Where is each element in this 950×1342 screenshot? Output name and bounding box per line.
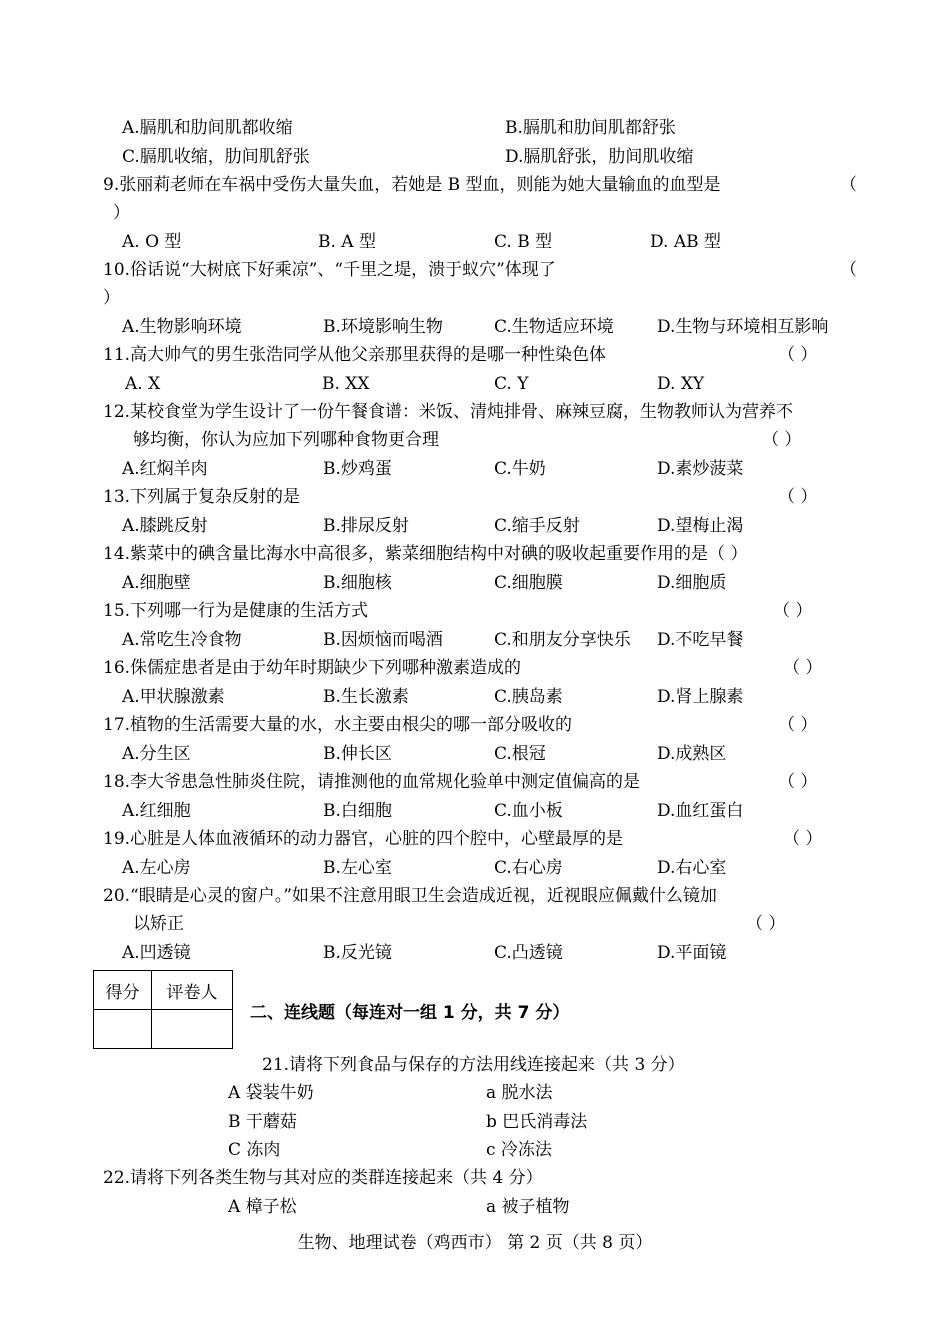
q11-option-a: A. X	[125, 374, 161, 394]
q20-stem-line1: 20.“眼睛是心灵的窗户。”如果不注意用眼卫生会造成近视，近视眼应佩戴什么镜加	[103, 886, 717, 906]
q20-paren: （ ）	[746, 914, 786, 934]
q15-option-b: B.因烦恼而喝酒	[323, 630, 443, 650]
q14-option-d: D.细胞质	[657, 573, 727, 593]
q20-option-a: A.凹透镜	[122, 943, 191, 963]
q19-option-c: C.右心房	[494, 858, 563, 878]
q12-stem-line1: 12.某校食堂为学生设计了一份午餐食谱：米饭、清炖排骨、麻辣豆腐，生物教师认为营养不	[103, 402, 794, 422]
q17-option-a: A.分生区	[122, 744, 191, 764]
q10-option-d: D.生物与环境相互影响	[657, 317, 829, 337]
q9-paren-close: ）	[113, 203, 130, 223]
q12-stem-line2: 够均衡，你认为应加下列哪种食物更合理	[133, 430, 439, 450]
q13-stem: 13.下列属于复杂反射的是	[103, 487, 301, 507]
q12-option-c: C.牛奶	[494, 459, 546, 479]
q9-option-a: A. O 型	[122, 232, 182, 252]
q15-option-d: D.不吃早餐	[657, 630, 744, 650]
q8-option-d: D.膈肌舒张，肋间肌收缩	[505, 147, 694, 167]
score-table	[93, 970, 233, 1049]
q22-left-item[interactable]: A 樟子松	[228, 1197, 297, 1217]
q21-right-item[interactable]: a 脱水法	[486, 1083, 553, 1103]
q13-option-c: C.缩手反射	[494, 516, 580, 536]
q9-stem: 9.张丽莉老师在车祸中受伤大量失血，若她是 B 型血，则能为她大量输血的血型是	[103, 175, 721, 195]
q9-option-c: C. B 型	[494, 232, 553, 252]
q12-paren: （ ）	[762, 430, 802, 450]
q15-option-a: A.常吃生冷食物	[122, 630, 242, 650]
q16-paren: （ ）	[783, 658, 823, 678]
q11-option-b: B. XX	[322, 374, 370, 394]
q14-option-b: B.细胞核	[323, 573, 392, 593]
q22-stem: 22.请将下列各类生物与其对应的类群连接起来（共 4 分）	[103, 1168, 543, 1188]
q19-paren: （ ）	[783, 829, 823, 849]
q15-stem: 15.下列哪一行为是健康的生活方式	[103, 601, 369, 621]
q8-option-c: C.膈肌收缩，肋间肌舒张	[122, 147, 310, 167]
score-header: 得分	[94, 971, 152, 1010]
q20-option-d: D.平面镜	[657, 943, 727, 963]
q9-option-b: B. A 型	[318, 232, 376, 252]
q21-stem: 21.请将下列食品与保存的方法用线连接起来（共 3 分）	[262, 1055, 685, 1075]
q16-stem: 16.侏儒症患者是由于幼年时期缺少下列哪种激素造成的	[103, 658, 522, 678]
q8-option-a: A.膈肌和肋间肌都收缩	[122, 118, 293, 138]
q17-option-c: C.根冠	[494, 744, 546, 764]
q18-option-b: B.白细胞	[323, 801, 392, 821]
q10-paren-close: ）	[103, 288, 120, 308]
q18-option-d: D.血红蛋白	[657, 801, 744, 821]
q11-option-c: C. Y	[494, 374, 529, 394]
q11-stem: 11.高大帅气的男生张浩同学从他父亲那里获得的是哪一种性染色体	[103, 345, 607, 365]
q18-option-a: A.红细胞	[122, 801, 191, 821]
q14-option-c: C.细胞膜	[494, 573, 563, 593]
q20-option-c: C.凸透镜	[494, 943, 563, 963]
q16-option-b: B.生长激素	[323, 687, 409, 707]
q10-option-c: C.生物适应环境	[494, 317, 614, 337]
q17-option-d: D.成熟区	[657, 744, 727, 764]
q19-option-d: D.右心室	[657, 858, 727, 878]
q20-option-b: B.反光镜	[323, 943, 392, 963]
q18-stem: 18.李大爷患急性肺炎住院，请推测他的血常规化验单中测定值偏高的是	[103, 772, 641, 792]
q18-option-c: C.血小板	[494, 801, 563, 821]
q15-paren: （ ）	[773, 601, 813, 621]
q20-stem-line2: 以矫正	[133, 914, 184, 934]
q19-option-b: B.左心室	[323, 858, 392, 878]
q13-option-a: A.膝跳反射	[122, 516, 208, 536]
q21-left-item[interactable]: C 冻肉	[228, 1140, 281, 1160]
q13-option-b: B.排尿反射	[323, 516, 409, 536]
q16-option-d: D.肾上腺素	[657, 687, 744, 707]
q9-paren-open: （	[840, 175, 857, 195]
q14-option-a: A.细胞壁	[122, 573, 191, 593]
q17-stem: 17.植物的生活需要大量的水，水主要由根尖的哪一部分吸收的	[103, 715, 573, 735]
q12-option-b: B.炒鸡蛋	[323, 459, 392, 479]
q13-paren: （ ）	[778, 487, 818, 507]
q16-option-a: A.甲状腺激素	[122, 687, 225, 707]
q17-option-b: B.伸长区	[323, 744, 392, 764]
q15-option-c: C.和朋友分享快乐	[494, 630, 631, 650]
q8-option-b: B.膈肌和肋间肌都舒张	[505, 118, 676, 138]
q22-right-item[interactable]: a 被子植物	[486, 1197, 570, 1217]
q21-right-item[interactable]: c 冷冻法	[486, 1140, 552, 1160]
q17-paren: （ ）	[778, 715, 818, 735]
q19-stem: 19.心脏是人体血液循环的动力器官，心脏的四个腔中，心壁最厚的是	[103, 829, 624, 849]
q10-stem: 10.俗话说“大树底下好乘凉”、“千里之堤，溃于蚁穴”体现了	[103, 260, 556, 280]
q21-right-item[interactable]: b 巴氏消毒法	[486, 1112, 588, 1132]
q16-option-c: C.胰岛素	[494, 687, 563, 707]
q10-option-b: B.环境影响生物	[323, 317, 443, 337]
q21-left-item[interactable]: A 袋装牛奶	[228, 1083, 314, 1103]
section2-title: 二、连线题（每连对一组 1 分，共 7 分）	[250, 1003, 570, 1023]
q21-left-item[interactable]: B 干蘑菇	[228, 1112, 297, 1132]
q10-paren-open: （	[840, 260, 857, 280]
grader-header: 评卷人	[152, 971, 233, 1010]
q13-option-d: D.望梅止渴	[657, 516, 744, 536]
grader-cell[interactable]	[152, 1010, 233, 1049]
q11-paren: （ ）	[778, 345, 818, 365]
page-footer: 生物、地理试卷（鸡西市） 第 2 页（共 8 页）	[297, 1233, 653, 1253]
q14-stem: 14.紫菜中的碘含量比海水中高很多，紫菜细胞结构中对碘的吸收起重要作用的是（ ）	[103, 544, 748, 564]
q19-option-a: A.左心房	[122, 858, 191, 878]
q12-option-d: D.素炒菠菜	[657, 459, 744, 479]
q9-option-d: D. AB 型	[650, 232, 722, 252]
score-cell[interactable]	[94, 1010, 152, 1049]
q12-option-a: A.红焖羊肉	[122, 459, 208, 479]
q11-option-d: D. XY	[657, 374, 705, 394]
q18-paren: （ ）	[778, 772, 818, 792]
q10-option-a: A.生物影响环境	[122, 317, 242, 337]
